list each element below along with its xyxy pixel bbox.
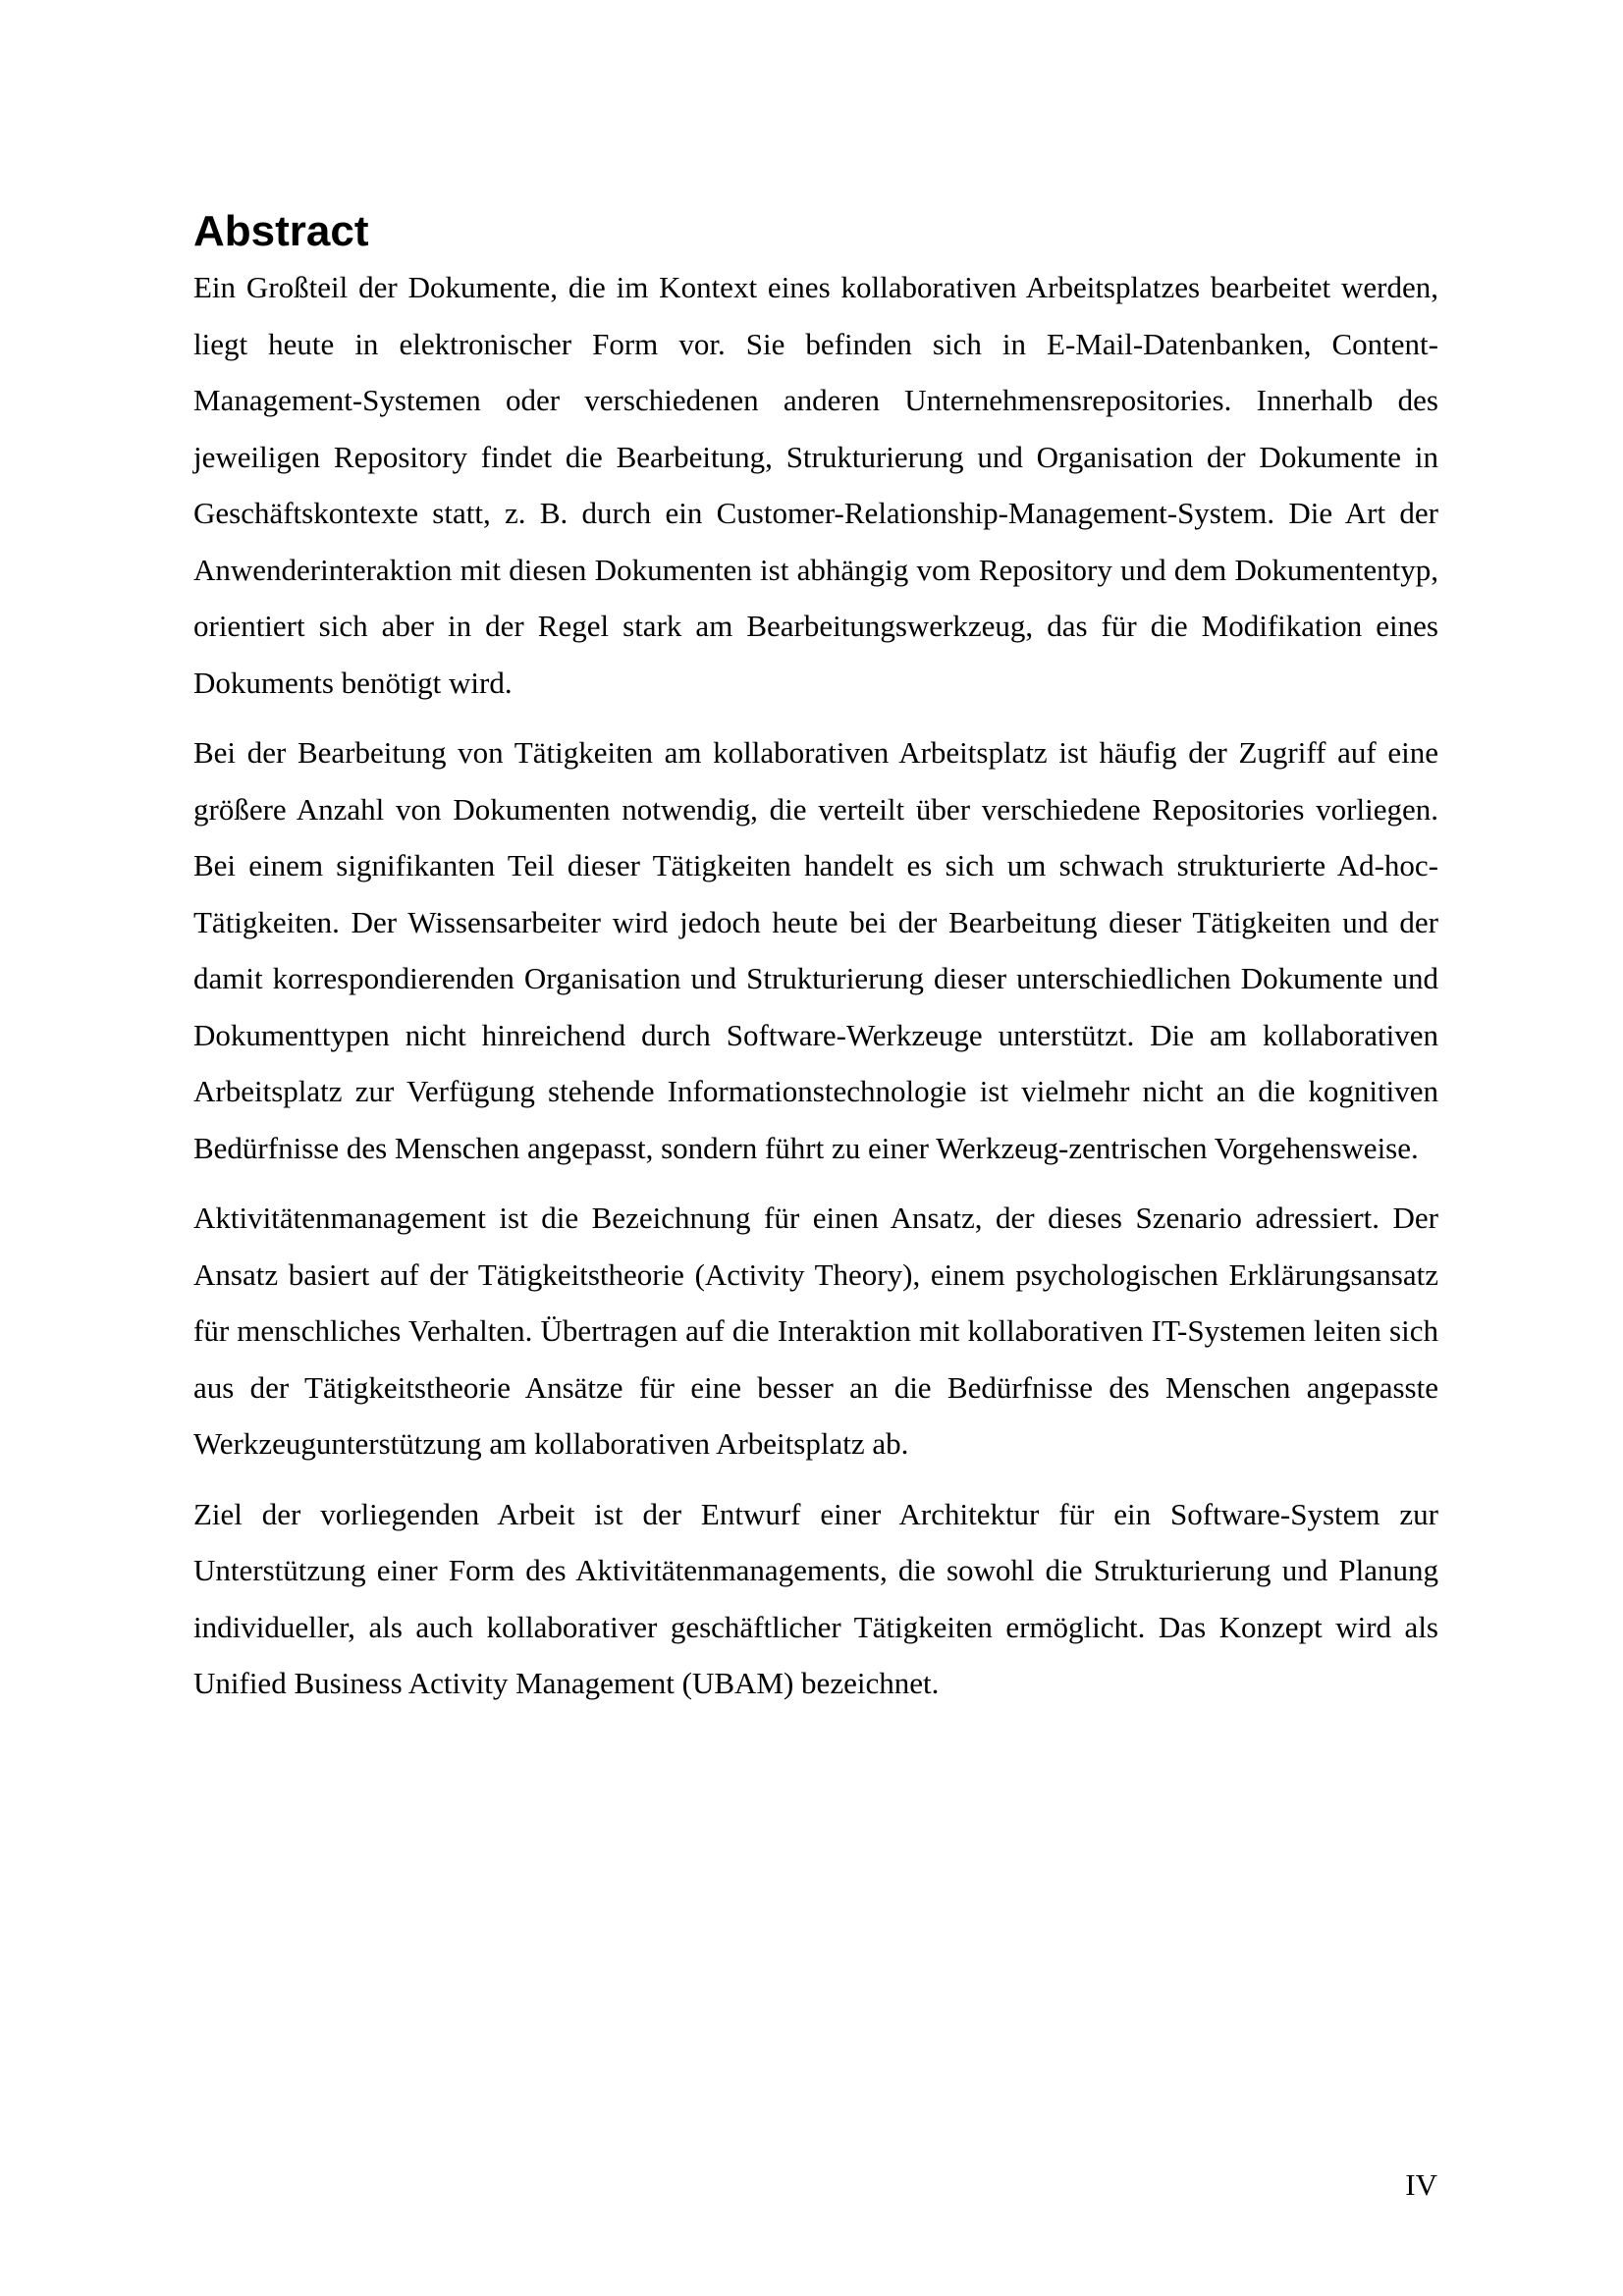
paragraph-4: Ziel der vorliegenden Arbeit ist der Entwurf einer Architektur für ein Software-System zur Unterstützung einer Form des Aktivitätenmanagements, die sowohl die Strukturierung und Planung individueller, als auch kollaborativer geschäftlicher Tätigkeiten ermöglicht. Das Konzept wird als Unified Business Activity Management (UBAM) bezeichnet.	[193, 1496, 1438, 1700]
abstract-section	[193, 206, 1438, 1726]
paragraph-1: Ein Großteil der Dokumente, die im Kontext eines kollaborativen Arbeitsplatzes bearbeitet werden, liegt heute in elektronischer Form vor. Sie befinden sich in E-Mail-Datenbanken, Content-Management-Systemen oder verschiedenen anderen Unternehmensrepositories. Innerhalb des jeweiligen Repository findet die Bearbeitung, Strukturierung und Organisation der Dokumente in Geschäftskontexte statt, z. B. durch ein Customer-Relationship-Management-System. Die Art der Anwenderinteraktion mit diesen Dokumenten ist abhängig vom Repository und dem Dokumententyp, orientiert sich aber in der Regel stark am Bearbeitungswerkzeug, das für die Modifikation eines Dokuments benötigt wird.	[193, 270, 1438, 700]
page-number: IV	[1405, 2167, 1437, 2202]
paragraph-3: Aktivitätenmanagement ist die Bezeichnung für einen Ansatz, der dieses Szenario adressiert. Der Ansatz basiert auf der Tätigkeitstheorie (Activity Theory), einem psychologischen Erklärungsansatz für menschliches Verhalten. Übertragen auf die Interaktion mit kollaborativen IT-Systemen leiten sich aus der Tätigkeitstheorie Ansätze für eine besser an die Bedürfnisse des Menschen angepasste Werkzeugunterstützung am kollaborativen Arbeitsplatz ab.	[193, 1201, 1438, 1461]
section-heading: Abstract	[193, 207, 369, 255]
paragraph-2: Bei der Bearbeitung von Tätigkeiten am kollaborativen Arbeitsplatz ist häufig der Zugriff auf eine größere Anzahl von Dokumenten notwendig, die verteilt über verschiedene Repositories vorliegen. Bei einem signifikanten Teil dieser Tätigkeiten handelt es sich um schwach strukturierte Ad-hoc-Tätigkeiten. Der Wissensarbeiter wird jedoch heute bei der Bearbeitung dieser Tätigkeiten und der damit korrespondierenden Organisation und Strukturierung dieser unterschiedlichen Dokumente und Dokumenttypen nicht hinreichend durch Software-Werkzeuge unterstützt. Die am kollaborativen Arbeitsplatz zur Verfügung stehende Informationstechnologie ist vielmehr nicht an die kognitiven Bedürfnisse des Menschen angepasst, sondern führt zu einer Werkzeug-zentrischen Vorgehensweise.	[193, 735, 1438, 1165]
